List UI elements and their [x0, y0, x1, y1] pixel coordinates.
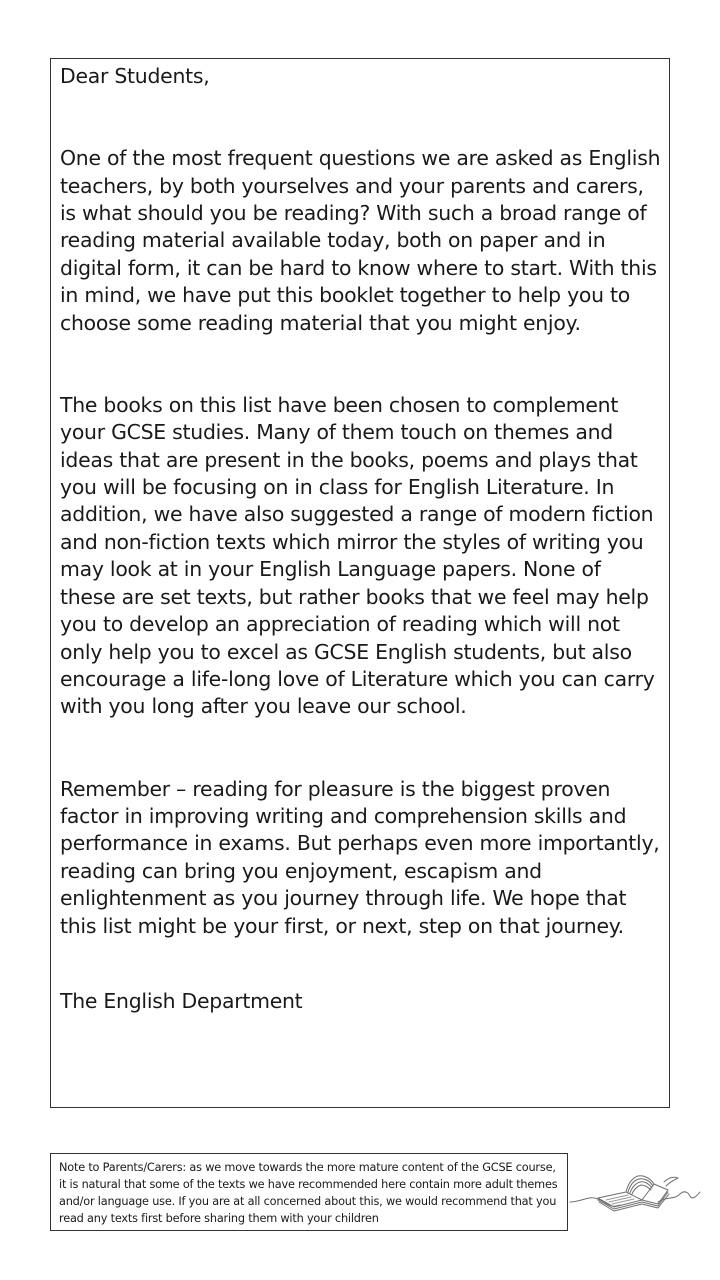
letter-signature: The English Department — [60, 988, 303, 1013]
letter-paragraph-intro: One of the most frequent questions we are asked as English teachers, by both yourselves and your parents and carers, is what should you be reading? With such a broad range of reading material available today, both on paper and in digital form, it can be hard to know where to start. With this in mind, we have put this booklet together to help you to choose some reading material that you might enjoy. — [60, 146, 661, 335]
letter-greeting: Dear Students, — [60, 64, 210, 88]
parents-note-text: Note to Parents/Carers: as we move towards the more mature content of the GCSE course, it is natural that some of the texts we have recommended here contain more adult themes and/or language use. If you are at all concerned about this, we would recommend that you read any texts first before sharing them with your children — [59, 1161, 558, 1225]
open-book-icon — [568, 1162, 704, 1226]
letter-paragraph-reminder: Remember – reading for pleasure is the biggest proven factor in improving writing and comprehension skills and performance in exams. But perhaps even more importantly, reading can bring you enjoyment, escapism and enlightenment as you journey through life. We hope that this list might be your first, or next, step on that journey. — [60, 776, 660, 938]
letter-paragraph-book-list: The books on this list have been chosen to complement your GCSE studies. Many of them touch on themes and ideas that are present in the books, poems and plays that you will be focusing on in class for English Literature. In addition, we have also suggested a range of modern fiction and non-fiction texts which mirror the styles of writing you may look at in your English Language papers. None of these are set texts, but rather books that we feel may help you to develop an appreciation of reading which will not only help you to excel as GCSE English students, but also encourage a life-long love of Literature which you can carry with you long after you leave our school. — [60, 392, 655, 719]
parents-note-box — [50, 1153, 568, 1231]
letter-box — [50, 58, 670, 1108]
